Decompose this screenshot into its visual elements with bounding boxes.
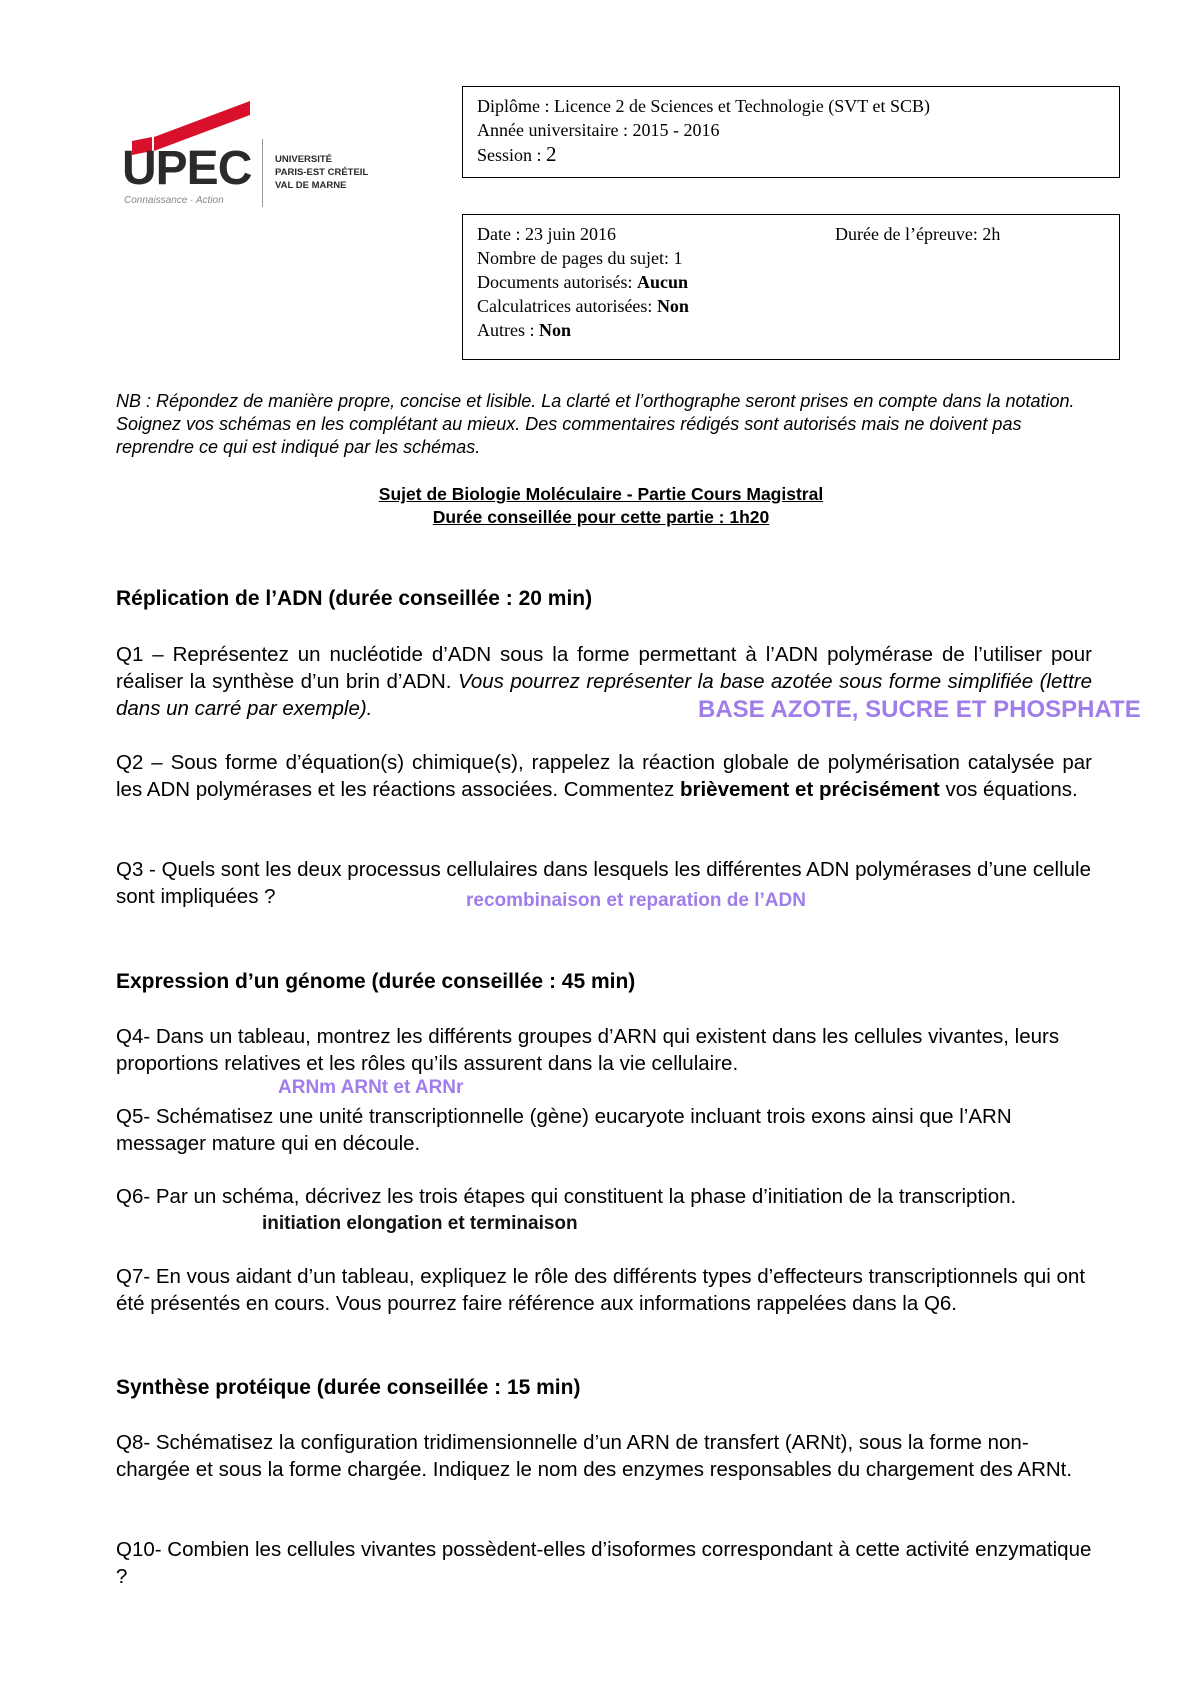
upec-logo: [122, 95, 382, 207]
q2-text: Q2 – Sous forme d’équation(s) chimique(s), rappelez la réaction globale de polymérisation catalysée par les ADN polymérases et les réactions associées. Commentez: [116, 751, 1092, 801]
subject-title: Sujet de Biologie Moléculaire - Partie Cours Magistral: [378, 484, 824, 504]
question-q3: Q3 - Quels sont les deux processus cellulaires dans lesquels les différentes ADN polymérases d’une cellule sont impliquées ?: [116, 858, 1092, 908]
logo-university-name: [275, 153, 368, 192]
question-q5: Q5- Schématisez une unité transcriptionnelle (gène) eucaryote incluant trois exons ainsi que l’ARN messager mature qui en découle.: [116, 1105, 1012, 1155]
question-q2: [116, 749, 1092, 803]
instructions-note: NB : Répondez de manière propre, concise et lisible. La clarté et l’orthographe seront prises en compte dans la notation. Soignez vos schémas en les complétant au mieux. Des commentaires rédigés sont autorisés mais ne doivent pas reprendre ce qui est indiqué par les schémas.: [116, 391, 1075, 457]
q1-italic-text: Vous pourrez représenter la base azotée sous forme simplifiée (lettre dans un carré par exemple).: [116, 670, 1092, 720]
annotation-q6: initiation elongation et terminaison: [262, 1213, 578, 1234]
exam-date: Date : 23 juin 2016: [477, 224, 616, 244]
logo-university-line: UNIVERSITÉ: [275, 154, 333, 165]
section-expression: Expression d’un génome (durée conseillée : 45 min): [116, 970, 636, 993]
question-q8: Q8- Schématisez la configuration tridimensionnelle d’un ARN de transfert (ARNt), sous la forme non-chargée et sous la forme chargée. Indiquez le nom des enzymes responsables du chargement des ARNt.: [116, 1431, 1073, 1481]
question-q4: Q4- Dans un tableau, montrez les différents groupes d’ARN qui existent dans les cellules vivantes, leurs proportions relatives et les rôles qu’ils assurent dans la vie cellulaire.: [116, 1025, 1060, 1075]
annotation-q4: ARNm ARNt et ARNr: [278, 1077, 464, 1098]
diploma-info-box: [462, 86, 1120, 178]
logo-university-line: PARIS-EST CRÉTEIL: [275, 167, 369, 178]
diploma-line: Diplôme : Licence 2 de Sciences et Technologie (SVT et SCB): [477, 96, 930, 116]
documents-allowed: [477, 270, 1105, 294]
annotation-q3: recombinaison et reparation de l’ADN: [466, 890, 806, 911]
subject-duration: Durée conseillée pour cette partie : 1h20: [432, 507, 770, 527]
academic-year-line: Année universitaire : 2015 - 2016: [477, 120, 720, 140]
question-q7: Q7- En vous aidant d’un tableau, expliquez le rôle des différents types d’effecteurs transcriptionnels qui ont été présentés en cours. Vous pourrez faire référence aux informations rappelées dans la Q6.: [116, 1265, 1086, 1315]
annotation-q1: BASE AZOTE, SUCRE ET PHOSPHATE: [698, 696, 1141, 723]
documents-label: Documents autorisés:: [477, 272, 637, 292]
question-q10: Q10- Combien les cellules vivantes possèdent-elles d’isoformes correspondant à cette activité enzymatique ?: [116, 1538, 1092, 1588]
other-value: Non: [539, 320, 572, 340]
other-label: Autres :: [477, 320, 539, 340]
session-line: [477, 142, 1105, 166]
section-synthese: Synthèse protéique (durée conseillée : 15 min): [116, 1376, 581, 1399]
other-allowed: [477, 318, 1105, 342]
section-replication: Réplication de l’ADN (durée conseillée : 20 min): [116, 587, 593, 610]
question-q6: Q6- Par un schéma, décrivez les trois étapes qui constituent la phase d’initiation de la transcription.: [116, 1185, 1017, 1208]
exam-duration: Durée de l’épreuve: 2h: [835, 224, 1001, 244]
session-label: Session :: [477, 145, 547, 165]
documents-value: Aucun: [636, 272, 689, 292]
q2-bold-text: brièvement et précisément: [679, 778, 940, 801]
session-value: 2: [546, 142, 557, 166]
logo-brand: UPEC: [122, 142, 252, 195]
calculators-label: Calculatrices autorisées:: [477, 296, 657, 316]
exam-info-box: [462, 214, 1120, 360]
page-count: Nombre de pages du sujet: 1: [477, 248, 683, 268]
logo-separator: [262, 139, 263, 207]
logo-university-line: VAL DE MARNE: [275, 180, 347, 191]
q1-text: Q1 – Représentez un nucléotide d’ADN sous la forme permettant à l’ADN polymérase de l’utiliser pour réaliser la synthèse d’un brin d’ADN.: [116, 643, 1092, 693]
q2-end-text: vos équations.: [939, 778, 1078, 801]
calculators-value: Non: [656, 296, 689, 316]
calculators-allowed: [477, 294, 1105, 318]
logo-tagline: Connaissance · Action: [124, 195, 224, 206]
